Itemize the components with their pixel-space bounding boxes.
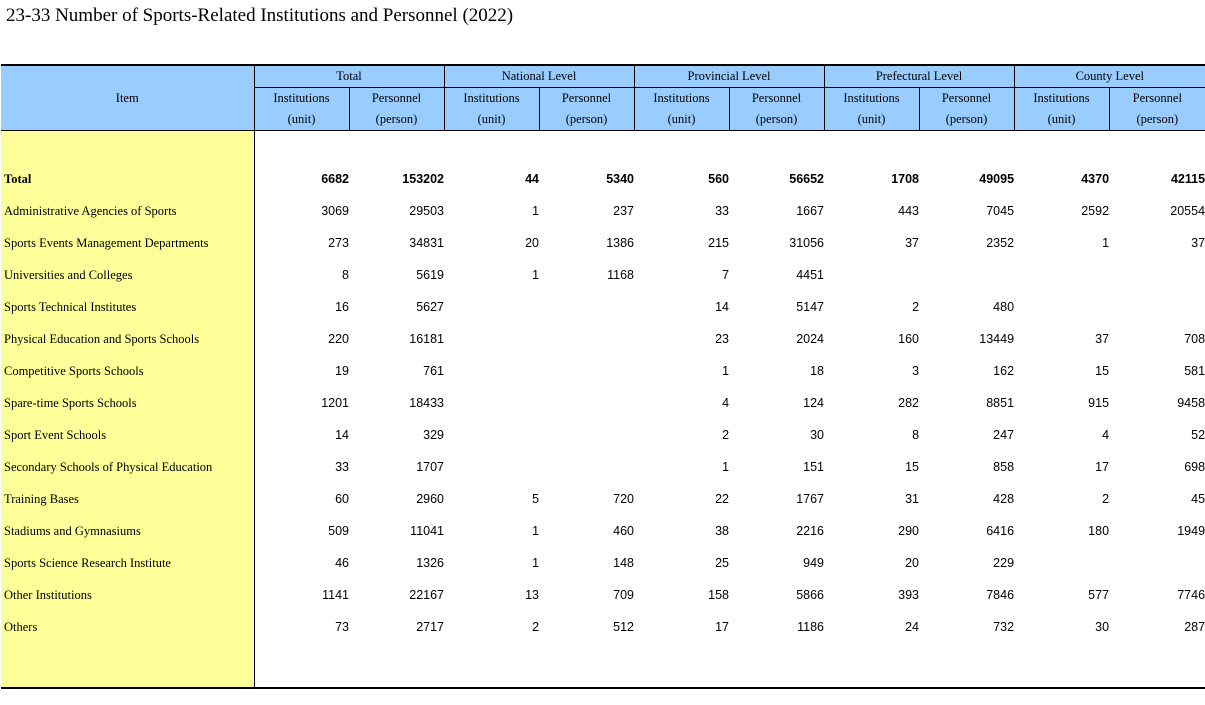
- data-cell: 282: [898, 396, 920, 410]
- data-cell: 1386: [606, 236, 635, 250]
- data-cell: 1767: [796, 492, 825, 506]
- data-cell: 5340: [606, 172, 635, 186]
- data-cell: 393: [898, 588, 920, 602]
- row-label: Secondary Schools of Physical Education: [1, 451, 254, 483]
- data-cell: 25: [715, 556, 730, 570]
- data-cell: 290: [898, 524, 920, 538]
- data-cell: 2: [722, 428, 730, 442]
- data-cell: 4: [1102, 428, 1110, 442]
- data-cell: 2: [912, 300, 920, 314]
- data-cell: 151: [803, 460, 825, 474]
- group-header-prefectural: Prefectural Level: [824, 65, 1014, 88]
- data-cell: 2: [1102, 492, 1110, 506]
- spacer-cell: [1014, 643, 1109, 688]
- data-cell: 9458: [1177, 396, 1205, 410]
- data-cell: 20: [905, 556, 920, 570]
- subheader-institutions-unit: (unit): [444, 109, 539, 131]
- data-cell: [444, 387, 539, 419]
- row-label: Total: [1, 163, 254, 195]
- row-label: Universities and Colleges: [1, 259, 254, 291]
- table-row: [1, 323, 1205, 355]
- subheader-personnel-unit: (person): [1109, 109, 1205, 131]
- data-cell: 2: [532, 620, 540, 634]
- data-cell: 560: [708, 172, 730, 186]
- spacer-cell: [349, 131, 444, 164]
- spacer-cell: [444, 643, 539, 688]
- table-row: [1, 451, 1205, 483]
- data-cell: [539, 291, 634, 323]
- label-spacer: [1, 643, 254, 688]
- data-cell: 18: [810, 364, 825, 378]
- data-cell: 708: [1184, 332, 1205, 346]
- data-cell: 1: [1102, 236, 1110, 250]
- statistics-table: [1, 64, 1205, 689]
- data-cell: 1667: [796, 204, 825, 218]
- data-cell: 443: [898, 204, 920, 218]
- spacer-cell: [1014, 131, 1109, 164]
- data-cell: 37: [1191, 236, 1205, 250]
- spacer-cell: [539, 131, 634, 164]
- data-cell: 7045: [986, 204, 1015, 218]
- group-header-provincial: Provincial Level: [634, 65, 824, 88]
- data-cell: 220: [328, 332, 349, 346]
- data-cell: 30: [1095, 620, 1110, 634]
- data-cell: 17: [1095, 460, 1110, 474]
- data-cell: 1707: [416, 460, 445, 474]
- data-cell: 7746: [1177, 588, 1205, 602]
- data-cell: 148: [613, 556, 635, 570]
- table-header: [1, 65, 1205, 131]
- spacer-cell: [349, 643, 444, 688]
- data-cell: 720: [613, 492, 635, 506]
- subheader-institutions: Institutions: [1014, 88, 1109, 110]
- subheader-personnel: Personnel: [729, 88, 824, 110]
- spacer-cell: [729, 643, 824, 688]
- data-cell: 29503: [409, 204, 445, 218]
- data-cell: [919, 259, 1014, 291]
- table-row: [1, 227, 1205, 259]
- data-cell: 56652: [789, 172, 825, 186]
- table-row: [1, 355, 1205, 387]
- spacer-cell: [919, 131, 1014, 164]
- data-cell: 5147: [796, 300, 825, 314]
- data-cell: 480: [993, 300, 1015, 314]
- data-cell: 1: [532, 204, 540, 218]
- subheader-institutions-unit: (unit): [254, 109, 349, 131]
- data-cell: 709: [613, 588, 635, 602]
- data-cell: [444, 323, 539, 355]
- data-cell: 2216: [796, 524, 825, 538]
- data-cell: 45: [1191, 492, 1205, 506]
- group-header-county: County Level: [1014, 65, 1205, 88]
- data-cell: 1949: [1177, 524, 1205, 538]
- data-cell: 34831: [409, 236, 445, 250]
- row-label: Competitive Sports Schools: [1, 355, 254, 387]
- data-cell: 13: [525, 588, 540, 602]
- data-cell: [1014, 547, 1109, 579]
- data-cell: 37: [1095, 332, 1110, 346]
- subheader-personnel: Personnel: [539, 88, 634, 110]
- data-cell: 33: [715, 204, 730, 218]
- data-cell: 1168: [607, 268, 635, 282]
- data-cell: 509: [328, 524, 349, 538]
- data-cell: 162: [993, 364, 1015, 378]
- subheader-personnel-unit: (person): [729, 109, 824, 131]
- spacer-cell: [254, 131, 349, 164]
- data-cell: [444, 419, 539, 451]
- data-cell: 1: [532, 524, 540, 538]
- data-cell: [539, 451, 634, 483]
- spacer-cell: [539, 643, 634, 688]
- table-row: [1, 259, 1205, 291]
- data-cell: [1109, 259, 1205, 291]
- group-header-total: Total: [254, 65, 444, 88]
- data-cell: 31: [905, 492, 920, 506]
- spacer-cell: [254, 643, 349, 688]
- data-cell: [539, 323, 634, 355]
- spacer-cell: [444, 131, 539, 164]
- data-cell: 33: [335, 460, 349, 474]
- subheader-institutions: Institutions: [824, 88, 919, 110]
- data-cell: [444, 355, 539, 387]
- data-cell: 13449: [979, 332, 1015, 346]
- data-cell: 19: [335, 364, 349, 378]
- label-spacer: [1, 131, 254, 164]
- data-cell: 6416: [986, 524, 1015, 538]
- data-cell: [539, 355, 634, 387]
- table-row: [1, 195, 1205, 227]
- table-title: 23-33 Number of Sports-Related Institutions and Personnel (2022): [6, 5, 514, 26]
- data-cell: 915: [1088, 396, 1110, 410]
- data-cell: 23: [715, 332, 730, 346]
- table-row: [1, 483, 1205, 515]
- table-row: [1, 163, 1205, 195]
- table-row: [1, 291, 1205, 323]
- data-cell: 512: [613, 620, 635, 634]
- spacer-cell: [919, 643, 1014, 688]
- subheader-personnel: Personnel: [919, 88, 1014, 110]
- table-row: [1, 547, 1205, 579]
- data-cell: 428: [993, 492, 1015, 506]
- data-cell: 42115: [1170, 172, 1205, 186]
- data-cell: 31056: [789, 236, 825, 250]
- subheader-institutions-unit: (unit): [824, 109, 919, 131]
- data-cell: [444, 451, 539, 483]
- row-label: Other Institutions: [1, 579, 254, 611]
- data-cell: 20: [525, 236, 540, 250]
- data-cell: 2717: [416, 620, 445, 634]
- data-cell: 5866: [796, 588, 825, 602]
- subheader-institutions-unit: (unit): [634, 109, 729, 131]
- data-cell: 4370: [1081, 172, 1110, 186]
- subheader-personnel: Personnel: [349, 88, 444, 110]
- data-cell: 20554: [1170, 204, 1205, 218]
- data-cell: 11041: [410, 524, 445, 538]
- data-cell: 49095: [979, 172, 1015, 186]
- data-cell: 5: [532, 492, 540, 506]
- item-column-header: Item: [1, 65, 254, 131]
- data-cell: 1326: [416, 556, 445, 570]
- data-cell: 229: [993, 556, 1015, 570]
- data-cell: 14: [715, 300, 730, 314]
- data-cell: 215: [708, 236, 730, 250]
- data-cell: 17: [715, 620, 730, 634]
- row-label: Training Bases: [1, 483, 254, 515]
- data-cell: 15: [905, 460, 920, 474]
- data-cell: 46: [335, 556, 349, 570]
- data-cell: [1014, 291, 1109, 323]
- data-cell: 5627: [416, 300, 445, 314]
- data-cell: 153202: [402, 172, 445, 186]
- data-cell: 38: [715, 524, 730, 538]
- data-cell: 247: [993, 428, 1015, 442]
- spacer-cell: [729, 131, 824, 164]
- row-label: Spare-time Sports Schools: [1, 387, 254, 419]
- table-row: [1, 611, 1205, 643]
- data-cell: [1014, 259, 1109, 291]
- data-cell: 287: [1184, 620, 1205, 634]
- data-cell: 73: [335, 620, 349, 634]
- data-cell: 1141: [322, 588, 349, 602]
- data-cell: [1109, 547, 1205, 579]
- data-cell: 22: [715, 492, 730, 506]
- data-cell: 1: [722, 364, 730, 378]
- data-cell: 8: [912, 428, 920, 442]
- spacer-cell: [824, 643, 919, 688]
- table-row: [1, 515, 1205, 547]
- data-cell: 2352: [986, 236, 1015, 250]
- group-header-national: National Level: [444, 65, 634, 88]
- data-cell: 15: [1095, 364, 1110, 378]
- data-cell: 14: [335, 428, 349, 442]
- data-cell: 949: [803, 556, 825, 570]
- data-cell: 158: [708, 588, 730, 602]
- data-cell: 3: [912, 364, 920, 378]
- table-body: [1, 131, 1205, 689]
- spacer-cell: [1109, 131, 1205, 164]
- data-cell: [444, 291, 539, 323]
- data-cell: 22167: [409, 588, 445, 602]
- data-cell: 8851: [986, 396, 1015, 410]
- data-cell: 858: [993, 460, 1015, 474]
- data-cell: 329: [423, 428, 445, 442]
- data-cell: 7846: [986, 588, 1015, 602]
- spacer-cell: [634, 131, 729, 164]
- data-cell: 237: [613, 204, 635, 218]
- row-label: Physical Education and Sports Schools: [1, 323, 254, 355]
- subheader-institutions: Institutions: [634, 88, 729, 110]
- data-cell: 1708: [891, 172, 920, 186]
- spacer-cell: [634, 643, 729, 688]
- subheader-institutions-unit: (unit): [1014, 109, 1109, 131]
- data-cell: 1: [532, 556, 540, 570]
- data-cell: 761: [423, 364, 445, 378]
- subheader-personnel-unit: (person): [539, 109, 634, 131]
- data-cell: 24: [905, 620, 920, 634]
- data-cell: 16181: [409, 332, 445, 346]
- data-cell: 273: [328, 236, 349, 250]
- data-cell: 52: [1191, 428, 1205, 442]
- data-cell: 124: [803, 396, 825, 410]
- data-cell: 698: [1184, 460, 1205, 474]
- data-cell: 30: [810, 428, 825, 442]
- data-cell: 44: [525, 172, 540, 186]
- spacer-cell: [1109, 643, 1205, 688]
- row-label: Administrative Agencies of Sports: [1, 195, 254, 227]
- data-cell: 581: [1184, 364, 1205, 378]
- row-label: Sport Event Schools: [1, 419, 254, 451]
- data-cell: [824, 259, 919, 291]
- subheader-personnel: Personnel: [1109, 88, 1205, 110]
- data-cell: 2960: [416, 492, 445, 506]
- table-row: [1, 387, 1205, 419]
- table-row: [1, 419, 1205, 451]
- row-label: Stadiums and Gymnasiums: [1, 515, 254, 547]
- data-cell: 1201: [321, 396, 349, 410]
- data-cell: 180: [1088, 524, 1110, 538]
- data-cell: 2592: [1081, 204, 1110, 218]
- data-cell: [539, 387, 634, 419]
- data-cell: 160: [898, 332, 920, 346]
- spacer-cell: [824, 131, 919, 164]
- subheader-institutions: Institutions: [444, 88, 539, 110]
- subheader-personnel-unit: (person): [349, 109, 444, 131]
- data-cell: 8: [342, 268, 349, 282]
- data-cell: 6682: [321, 172, 349, 186]
- data-cell: 1186: [797, 620, 825, 634]
- data-cell: 7: [722, 268, 730, 282]
- data-cell: 3069: [321, 204, 349, 218]
- data-cell: [539, 419, 634, 451]
- subheader-institutions: Institutions: [254, 88, 349, 110]
- data-cell: 37: [905, 236, 920, 250]
- data-cell: 18433: [409, 396, 445, 410]
- row-label: Sports Science Research Institute: [1, 547, 254, 579]
- data-cell: 732: [993, 620, 1015, 634]
- row-label: Sports Events Management Departments: [1, 227, 254, 259]
- data-cell: 4: [722, 396, 730, 410]
- data-cell: [1109, 291, 1205, 323]
- data-cell: 5619: [416, 268, 445, 282]
- data-cell: 2024: [796, 332, 825, 346]
- data-cell: 4451: [796, 268, 825, 282]
- data-cell: 16: [335, 300, 349, 314]
- data-cell: 1: [532, 268, 540, 282]
- row-label: Sports Technical Institutes: [1, 291, 254, 323]
- data-cell: 1: [722, 460, 730, 474]
- table-row: [1, 579, 1205, 611]
- data-cell: 60: [335, 492, 349, 506]
- data-cell: 460: [613, 524, 635, 538]
- row-label: Others: [1, 611, 254, 643]
- subheader-personnel-unit: (person): [919, 109, 1014, 131]
- data-cell: 577: [1088, 588, 1110, 602]
